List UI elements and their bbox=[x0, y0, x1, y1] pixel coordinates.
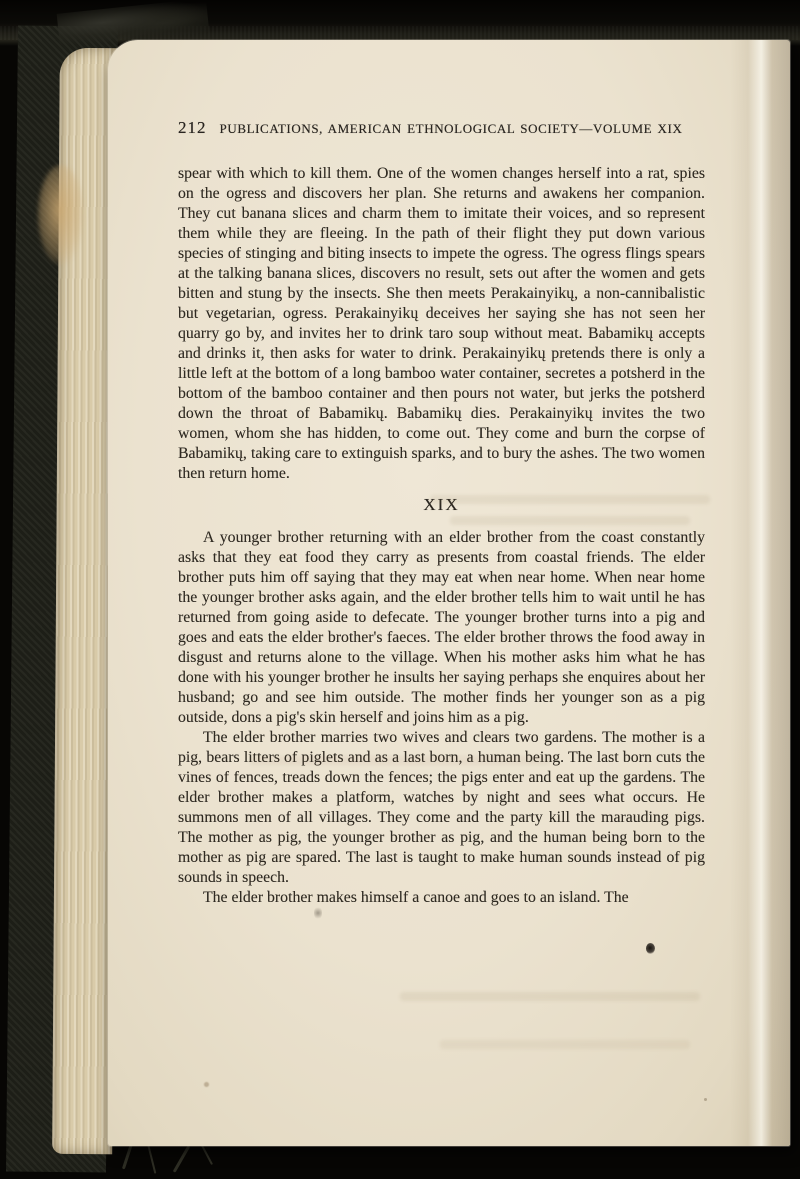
section-heading: XIX bbox=[423, 495, 460, 514]
showthrough-ghost bbox=[400, 992, 700, 1001]
showthrough-ghost bbox=[440, 1040, 690, 1049]
page-content bbox=[178, 118, 705, 908]
pencil-smudge bbox=[314, 906, 322, 920]
binding-thread bbox=[173, 1145, 191, 1172]
body-text bbox=[178, 164, 705, 908]
scanned-book-page bbox=[108, 40, 790, 1146]
page-gutter-crease bbox=[730, 40, 790, 1146]
page-edge-stain bbox=[38, 165, 84, 265]
running-header bbox=[178, 118, 705, 138]
ink-smudge bbox=[646, 943, 655, 954]
section-paragraph: The elder brother makes himself a canoe and goes to an island. The bbox=[203, 889, 629, 906]
continued-paragraph: spear with which to kill them. One of the women changes herself into a rat, spies on the ogress and discovers her plan. She returns and awakens her companion. They cut banana slices and charm them to imitate their voices, and so represent them while they are fleeing. In the path of their flight they put down various species of stinging and biting insects to impete the ogress. The ogress flings spears at the talking banana slices, discovers no result, sets out after the women and gets bitten and stung by the insects. She then meets Perakainyikų, a non-cannibalistic but vegetarian, ogress. Perakainyikų deceives her saying she has not seen her quarry go by, and invites her to drink taro soup without meat. Babamikų accepts and drinks it, then asks for water to drink. Perakainyikų pretends there is only a little left at the bottom of a long bamboo water container, secretes a potsherd in the bottom of the bamboo container and then pours not water, but jerks the potsherd down the throat of Babamikų. Babamikų dies. Perakainyikų invites the two women, whom she has hidden, to come out. They come and burn the corpse of Babamikų, taking care to extinguish sparks, and to bury the ashes. The two women then return home. bbox=[178, 165, 705, 482]
section-paragraph: A younger brother returning with an elder brother from the coast constantly asks that they eat food they carry as presents from coastal friends. The elder brother puts him off saying that they may eat when near home. When near home the younger brother asks again, and the elder brother tells him to wait until he has returned from going aside to defecate. The younger brother turns into a pig and goes and eats the elder brother's faeces. The elder brother throws the food away in disgust and returns alone to the village. When his mother asks him what he has done with his younger brother he insults her saying perhaps she enquires about her husband; go and see him outside. The mother finds her younger son as a pig outside, dons a pig's skin herself and joins him as a pig. bbox=[178, 529, 705, 726]
running-title: PUBLICATIONS, AMERICAN ETHNOLOGICAL SOCIETY—VOLUME XIX bbox=[219, 121, 683, 136]
section-paragraph: The elder brother marries two wives and clears two gardens. The mother is a pig, bears litters of piglets and as a last born, a human being. The last born cuts the vines of fences, treads down the fences; the pigs enter and eat up the gardens. The elder brother makes a platform, watches by night and sees what occurs. He summons men of all villages. They come and the party kill the marauding pigs. The mother as pig, the younger brother as pig, and the human being born to the mother as pig are spared. The last is taught to make human sounds instead of pig sounds in speech. bbox=[178, 729, 705, 886]
page-number: 212 bbox=[178, 118, 207, 137]
dust-speck bbox=[204, 1082, 209, 1087]
dust-speck bbox=[704, 1098, 707, 1101]
